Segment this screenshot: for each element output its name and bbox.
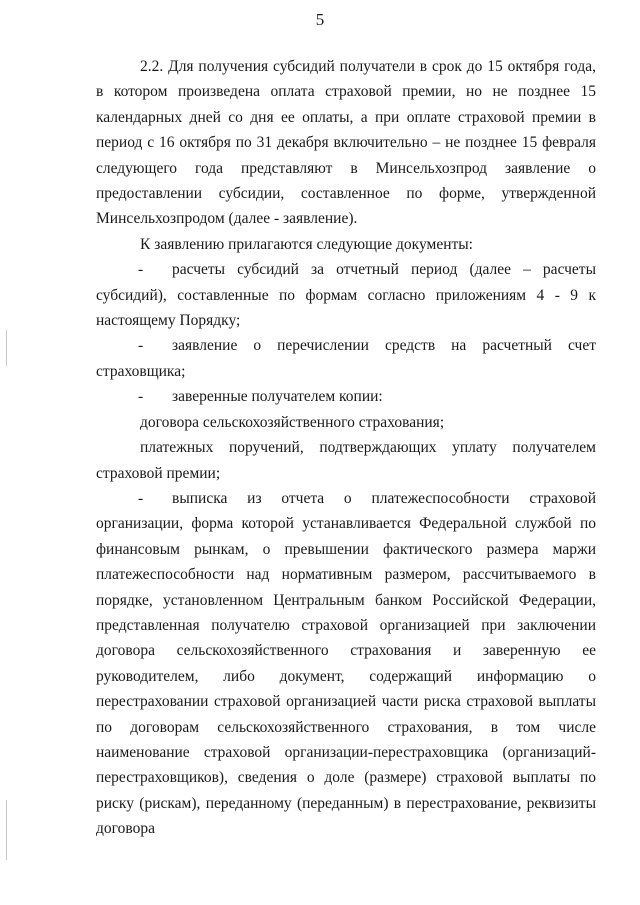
paragraph-text: договора сельскохозяйственного страхования; (140, 413, 445, 431)
paragraph (96, 435, 596, 486)
bullet-dash: - (138, 337, 144, 355)
paragraph (96, 232, 596, 257)
paragraph (96, 54, 596, 232)
scan-margin-mark (6, 330, 7, 366)
bullet-paragraph (96, 333, 596, 384)
bullet-paragraph (96, 486, 596, 842)
bullet-dash: - (138, 261, 144, 279)
paragraph-text: К заявлению прилагаются следующие документы: (140, 235, 473, 253)
bullet-dash: - (138, 489, 144, 507)
bullet-paragraph (96, 257, 596, 333)
paragraph-text: 2.2. Для получения субсидий получатели в срок до 15 октября года, в котором произведена оплата страховой премии, но не позднее 15 календарных дней со дня ее оплаты, а при оплате страховой премии в период с 16 октября по 31 декабря включительно – не позднее 15 февраля следующего года представляют в Минсельхозпрод заявление о предоставлении субсидии, составленное по форме, утвержденной Минсельхозпродом (далее - заявление). (96, 58, 596, 228)
document-body (96, 54, 596, 842)
scan-margin-mark (6, 800, 7, 860)
paragraph-text: платежных поручений, подтверждающих уплату получателем страховой премии; (96, 439, 596, 482)
paragraph-text: выписка из отчета о платежеспособности страховой организации, форма которой устанавливается Федеральной службой по финансовым рынкам, о превышении фактического размера маржи платежеспособности над нормативным размером, рассчитываемого в порядке, установленном Центральным банком Российской Федерации, представленная получателю страховой организацией при заключении договора сельскохозяйственного страхования и заверенную ее руководителем, либо документ, содержащий информацию о перестраховании страховой организацией части риска страховой выплаты по договорам сельскохозяйственного страхования, в том числе наименование страховой организации-перестраховщика (организаций-перестраховщиков), сведения о доле (размере) страховой выплаты по риску (рискам), переданному (переданным) в перестрахование, реквизиты договора (96, 489, 596, 838)
paragraph-text: заверенные получателем копии: (172, 388, 383, 406)
bullet-paragraph (96, 384, 596, 409)
paragraph-text: расчеты субсидий за отчетный период (далее – расчеты субсидий), составленные по формам согласно приложениям 4 - 9 к настоящему Порядку; (96, 261, 596, 330)
page-number: 5 (315, 10, 325, 29)
bullet-dash: - (138, 388, 144, 406)
paragraph (96, 410, 596, 435)
paragraph-text: заявление о перечислении средств на расчетный счет страховщика; (96, 337, 596, 380)
